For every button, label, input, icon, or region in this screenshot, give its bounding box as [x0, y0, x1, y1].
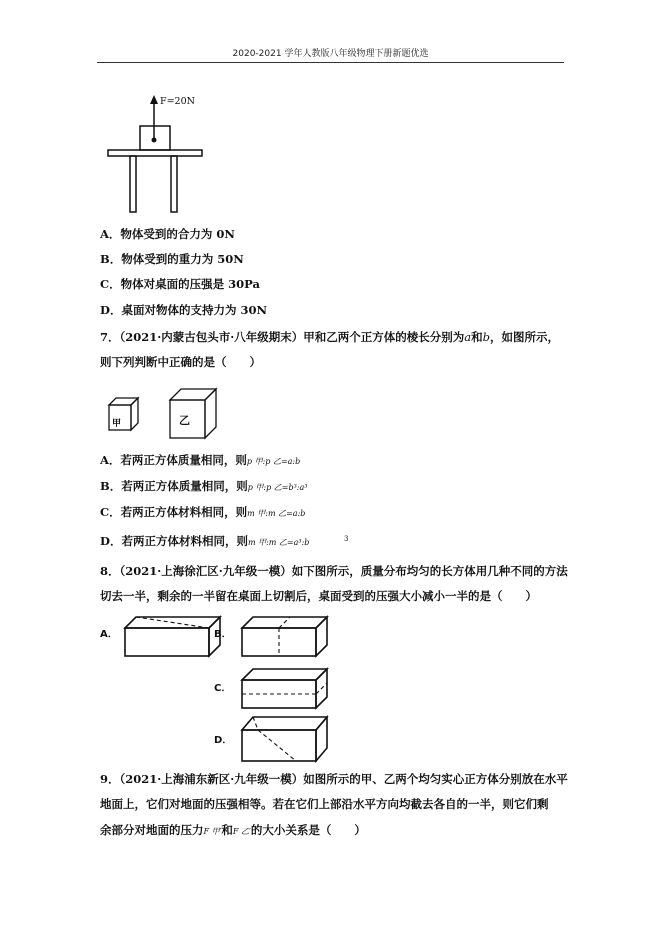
- q8-stem-line2: 切去一半，剩余的一半留在桌面上切割后，桌面受到的压强大小减小一半的是（ ）: [100, 589, 537, 603]
- figure-two-cubes: [104, 386, 236, 442]
- figure-box-c: [236, 664, 332, 712]
- q9-stem-line2: 地面上，它们对地面的压强相等。若在它们上部沿水平方向均截去各自的一半，则它们剩: [100, 797, 549, 811]
- header-divider: [97, 62, 564, 63]
- q6-option-d: D．桌面对物体的支持力为 30N: [100, 303, 267, 317]
- q8-label-d: D．: [214, 735, 233, 746]
- q8-stem-line1: 8．（2021·上海徐汇区·九年级一模）如下图所示，质量分布均匀的长方体用几种不同的方法: [100, 564, 568, 578]
- cube-label-large: 乙: [179, 414, 190, 427]
- force-label: F=20N: [160, 96, 195, 107]
- q7-option-d: D．若两正方体材料相同，则m 甲:m 乙=a³:b: [100, 534, 310, 548]
- figure-box-b: [236, 612, 332, 660]
- q8-label-a: A．: [100, 629, 118, 640]
- cube-label-small: 甲: [112, 419, 122, 429]
- figure-box-a: [118, 612, 224, 660]
- table-leg-left: [130, 156, 136, 212]
- q7-stem-line2: 则下列判断中正确的是（ ）: [100, 355, 261, 369]
- q7-option-b: B．若两正方体质量相同，则p 甲:p 乙=b³:a³: [100, 479, 308, 493]
- q7-option-a: A．若两正方体质量相同，则p 甲:p 乙=a:b: [100, 453, 301, 467]
- q7-option-c: C．若两正方体材料相同，则m 甲:m 乙=a:b: [100, 505, 306, 519]
- q7-stem-line1: 7．（2021·内蒙古包头市·八年级期末）甲和乙两个正方体的棱长分别为a和b，如图所示，: [100, 330, 559, 344]
- table-top: [108, 150, 202, 156]
- q9-stem-line3: 余部分对地面的压力F 甲′和F 乙′的大小关系是（ ）: [100, 823, 366, 837]
- figure-box-d: [236, 712, 332, 764]
- force-arrowhead: [150, 95, 158, 104]
- q9-stem-line1: 9．（2021·上海浦东新区·九年级一模）如图所示的甲、乙两个均匀实心正方体分别放在水平: [100, 772, 568, 786]
- q8-label-b: B．: [214, 629, 232, 640]
- table-leg-right: [171, 156, 177, 212]
- q8-label-c: C．: [214, 683, 232, 694]
- q6-option-a: A．物体受到的合力为 0N: [100, 227, 235, 241]
- q7-option-d-stray: 3: [344, 535, 349, 543]
- q6-option-b: B．物体受到的重力为 50N: [100, 252, 244, 266]
- block-center: [152, 138, 157, 143]
- q6-option-c: C．物体对桌面的压强是 30Pa: [100, 277, 260, 291]
- page-header: 2020-2021 学年人教版八年级物理下册新题优选: [232, 49, 429, 59]
- figure-table-block: [105, 92, 205, 214]
